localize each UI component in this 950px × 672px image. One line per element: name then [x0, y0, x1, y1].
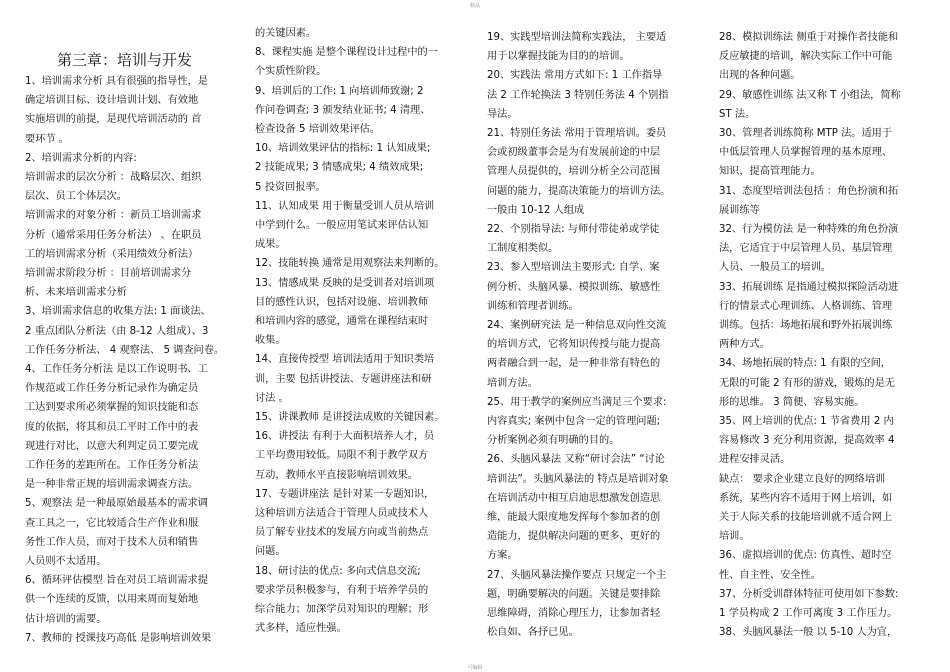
text-line: 21、特别任务法 常用于管理培训。委员	[487, 128, 667, 140]
text-line: 务性工作人员，而对于技术人员和销售	[25, 536, 199, 548]
text-line: 人员则不太适用。	[25, 556, 107, 568]
text-line: 例分析、头脑风暴、模拟训练、敏感性	[487, 281, 661, 293]
text-line: 现进行对比，以意大利判定员工要完成	[25, 440, 199, 452]
column-2	[255, 24, 469, 639]
text-line: 一般由 10-12 人组成	[487, 204, 585, 216]
text-line: 17、专题讲座法 是针对某一专题知识，	[255, 488, 435, 500]
text-line: 供一个连续的反馈，以用来周而复始地	[25, 594, 199, 606]
text-line: 层次、员工个体层次。	[25, 191, 127, 203]
text-line: 培训需求阶段分析 ：目前培训需求分	[25, 268, 192, 280]
text-line: 会或初级董事会是为有发展前途的中层	[487, 147, 661, 159]
text-line: 作问卷调查; 3 颁发结业证书; 4 清理、	[255, 104, 431, 116]
text-line: 查工具之一，它比较适合生产作业和服	[25, 517, 199, 529]
text-line: 培训方法。	[487, 377, 538, 389]
text-line: 训练。包括：场地拓展和野外拓展训练	[719, 320, 893, 332]
text-line: 37、分析受训群体特征可使用如下参数:	[719, 588, 899, 600]
text-line: 32、行为模仿法 是一种特殊的角色扮演	[719, 224, 899, 236]
text-line: 两者融合到一起，是一种非常有特色的	[487, 358, 661, 370]
text-line: 这种培训方法适合于管理人员或技术人	[255, 508, 429, 520]
text-line: 要环节 。	[25, 133, 69, 145]
text-line: 工达到要求所必须掌握的知识技能和态	[25, 402, 199, 414]
text-line: 在培训活动中相互启迪思想激发创造思	[487, 492, 661, 504]
column-4	[719, 28, 933, 643]
text-line: 工作任务分析法、 4 观察法、 5 调查问卷。	[25, 344, 225, 356]
text-line: 维，能最大限度地发挥每个参加者的创	[487, 512, 661, 524]
text-line: 工平均费用较低。局限不利于教学双方	[255, 450, 429, 462]
text-line: 用于以掌握技能为目的的培训。	[487, 51, 630, 63]
text-line: 进程安排灵活。	[719, 454, 791, 466]
text-line: 训练和管理者训练。	[487, 300, 579, 312]
text-line: 人员、一般员工的培训。	[719, 262, 832, 274]
text-line: 性、自主性、安全性。	[719, 569, 821, 581]
text-line: 5、观察法 是一种最原始最基本的需求调	[25, 498, 208, 510]
text-line: 培训需求的对象分析 ：新员工培训需求	[25, 210, 202, 222]
text-line: 容易修改 3 充分利用资源，提高效率 4	[719, 435, 895, 447]
text-line: 确定培训目标、设计培训计划、有效地	[25, 95, 199, 107]
text-line: 题，明确要解决的问题。关键是要排除	[487, 588, 661, 600]
text-line: 3、培训需求信息的收集方法: 1 面谈法、	[25, 306, 211, 318]
text-line: 导法。	[487, 108, 518, 120]
text-line: 9、培训后的工作: 1 向培训师致谢; 2	[255, 85, 424, 97]
page-header: 精品	[469, 3, 480, 9]
text-line: 1、培训需求分析 具有很强的指导性，是	[25, 76, 208, 87]
text-line: 实施培训的前提，是现代培训活动的 首	[25, 114, 202, 126]
text-line: 思维障碍，消除心理压力，让参加者轻	[487, 608, 661, 620]
text-line: 作规范或工作任务分析记录作为确定员	[25, 383, 199, 395]
text-line: 出现的各种问题。	[719, 70, 801, 82]
text-line: 度的依据，将其和员工平时工作中的表	[25, 421, 199, 433]
chapter-title: 第三章：培训与开发	[57, 51, 193, 69]
text-line: 26、头脑风暴法 又称“研讨会法” “讨论	[487, 454, 665, 466]
text-line: 训，主要 包括讲授法、专题讲座法和研	[255, 373, 432, 385]
text-line: 23、参入型培训法主要形式: 自学、案	[487, 262, 660, 274]
text-line: 分析案例必须有明确的目的。	[487, 435, 620, 447]
text-line: 4、工作任务分析法 是以工作说明书、工	[25, 364, 208, 376]
text-line: 30、管理者训练简称 MTP 法。适用于	[719, 128, 893, 140]
text-line: 方案。	[487, 550, 518, 562]
text-line: 收集。	[255, 335, 286, 347]
text-line: 工制度相类似。	[487, 243, 559, 255]
text-line: 31、态度型培训法包括 ：角色扮演和拓	[719, 185, 899, 197]
text-line: 形的思维。 3 简便、容易实施。	[719, 396, 865, 408]
text-line: 28、模拟训练法 侧重于对操作者技能和	[719, 32, 899, 43]
text-line: 38、头脑风暴法一般 以 5-10 人为宜，	[719, 627, 898, 639]
text-line: 35、网上培训的优点: 1 节省费用 2 内	[719, 416, 894, 428]
text-line: 松自如、各抒已见。	[487, 627, 579, 639]
text-line: 互动，教师水平直接影响培训效果。	[255, 469, 418, 481]
text-line: 综合能力；加深学员对知识的理解；形	[255, 604, 429, 616]
text-line: 16、讲授法 有利于大面积培养人才，员	[255, 431, 435, 443]
text-line: 行的情景式心理训练、人格训练、管理	[719, 300, 893, 312]
text-line: 25、用于教学的案例应当满足三个要求:	[487, 396, 667, 408]
text-line: 问题。	[255, 546, 286, 558]
column-1-lines	[25, 72, 239, 648]
text-line: 36、虚拟培训的优点: 仿真性、超时空	[719, 550, 892, 562]
text-line: 24、案例研究法 是一种信息双向性交流	[487, 320, 667, 332]
text-line: 分析（通常采用任务分析法） 、在职员	[25, 229, 202, 241]
text-line: 12、技能转换 通常是用观察法来判断的。	[255, 258, 445, 270]
text-line: 缺点： 要求企业建立良好的网络培训	[719, 473, 886, 485]
text-line: 析、未来培训需求分析	[25, 287, 127, 299]
text-line: 18、研讨法的优点: 多向式信息交流;	[255, 565, 421, 577]
text-line: 19、实践型培训法简称实践法， 主要适	[487, 32, 667, 43]
text-line: 内容真实; 案例中包含一定的管理问题;	[487, 416, 661, 428]
text-line: 5 投资回报率。	[255, 181, 326, 193]
text-line: 和培训内容的感觉，通常在课程结束时	[255, 316, 429, 328]
text-line: 管理人员提供的，培训分析全公司范围	[487, 166, 661, 178]
text-line: 式多样，适应性强。	[255, 623, 347, 635]
text-line: 34、场地拓展的特点: 1 有限的空间，	[719, 358, 891, 370]
page-footer: 可编辑	[467, 665, 483, 671]
text-line: 估计培训的需要。	[25, 613, 107, 625]
text-line: 14、直接传授型 培训法适用于知识类培	[255, 354, 435, 366]
text-line: 2、培训需求分析的内容:	[25, 152, 137, 164]
text-line: 1 学员构成 2 工作可离度 3 工作压力。	[719, 608, 898, 620]
text-line: 关于人际关系的技能培训就不适合网上	[719, 512, 893, 524]
text-line: 10、培训效果评估的指标: 1 认知成果;	[255, 143, 431, 155]
text-line: 20、实践法 常用方式如下: 1 工作指导	[487, 70, 663, 82]
text-line: 培训需求的层次分析 ：战略层次、组织	[25, 172, 202, 184]
text-line: 反应敏捷的培训，解决实际工作中可能	[719, 51, 893, 63]
text-line: 工作任务的差距所在。工作任务分析法	[25, 460, 199, 472]
text-line: 讨法 。	[255, 392, 289, 404]
text-line: 目的感性认识，包括对设施、培训教师	[255, 296, 429, 308]
text-line: 6、循环评估模型 旨在对员工培训需求提	[25, 575, 208, 587]
text-line: 无限的可能 2 有形的游戏，锻炼的是无	[719, 377, 895, 389]
text-line: 展训练等	[719, 204, 760, 216]
text-line: 两种方式。	[719, 339, 770, 351]
text-line: 法，它适宜于中层管理人员、基层管理	[719, 243, 893, 255]
text-line: 29、敏感性训练 法又称 T 小组法，简称	[719, 89, 901, 101]
text-line: 问题的能力，提高决策能力的培训方法。	[487, 185, 671, 197]
text-line: 27、头脑风暴法操作要点 只规定一个主	[487, 569, 667, 581]
text-line: 个实质性阶段。	[255, 66, 327, 78]
text-line: 8、课程实施 是整个课程设计过程中的一	[255, 47, 438, 59]
text-line: 培训法”。头脑风暴法的 特点是培训对象	[487, 473, 669, 485]
text-line: 要求学员积极参与，有利于培养学员的	[255, 584, 429, 596]
text-line: ST 法。	[719, 108, 756, 120]
text-line: 造能力，提供解决问题的更多、更好的	[487, 531, 661, 543]
text-line: 7、教师的 授课技巧高低 是影响培训效果	[25, 632, 212, 644]
text-line: 检查设备 5 培训效果评估。	[255, 124, 381, 136]
text-line: 是一种非常正规的培训需求调查方法。	[25, 479, 199, 491]
text-line: 中学到什么。一般应用笔试来评估认知	[255, 220, 429, 232]
text-line: 成果。	[255, 239, 286, 251]
column-1	[25, 48, 239, 648]
text-line: 知识，提高管理能力。	[719, 166, 821, 178]
text-line: 中低层管理人员掌握管理的基本原理、	[719, 147, 893, 159]
text-line: 33、拓展训练 是指通过模拟探险活动进	[719, 281, 899, 293]
text-line: 系统，某些内容不适用于网上培训，如	[719, 492, 893, 504]
text-line: 员了解专业技术的发展方向或当前热点	[255, 527, 429, 539]
text-line: 2 重点团队分析法（由 8-12 人组成）、3	[25, 325, 209, 337]
text-line: 11、认知成果 用于衡量受训人员从培训	[255, 200, 435, 212]
text-line: 的培训方式，它将知识传授与能力提高	[487, 339, 661, 351]
text-line: 法 2 工作轮换法 3 特别任务法 4 个别指	[487, 89, 669, 101]
column-3	[487, 28, 701, 643]
text-line: 15、讲课教师 是讲授法成败的关键因素。	[255, 412, 445, 424]
text-line: 的关键因素。	[255, 28, 317, 39]
text-line: 培训。	[719, 531, 750, 543]
text-line: 工的培训需求分析（采用绩效分析法）	[25, 248, 199, 260]
text-line: 22、个别指导法: 与师付带徒弟或学徒	[487, 224, 660, 236]
text-line: 2 技能成果; 3 情感成果; 4 绩效成果;	[255, 162, 424, 174]
text-line: 13、情感成果 反映的是受训者对培训项	[255, 277, 435, 289]
